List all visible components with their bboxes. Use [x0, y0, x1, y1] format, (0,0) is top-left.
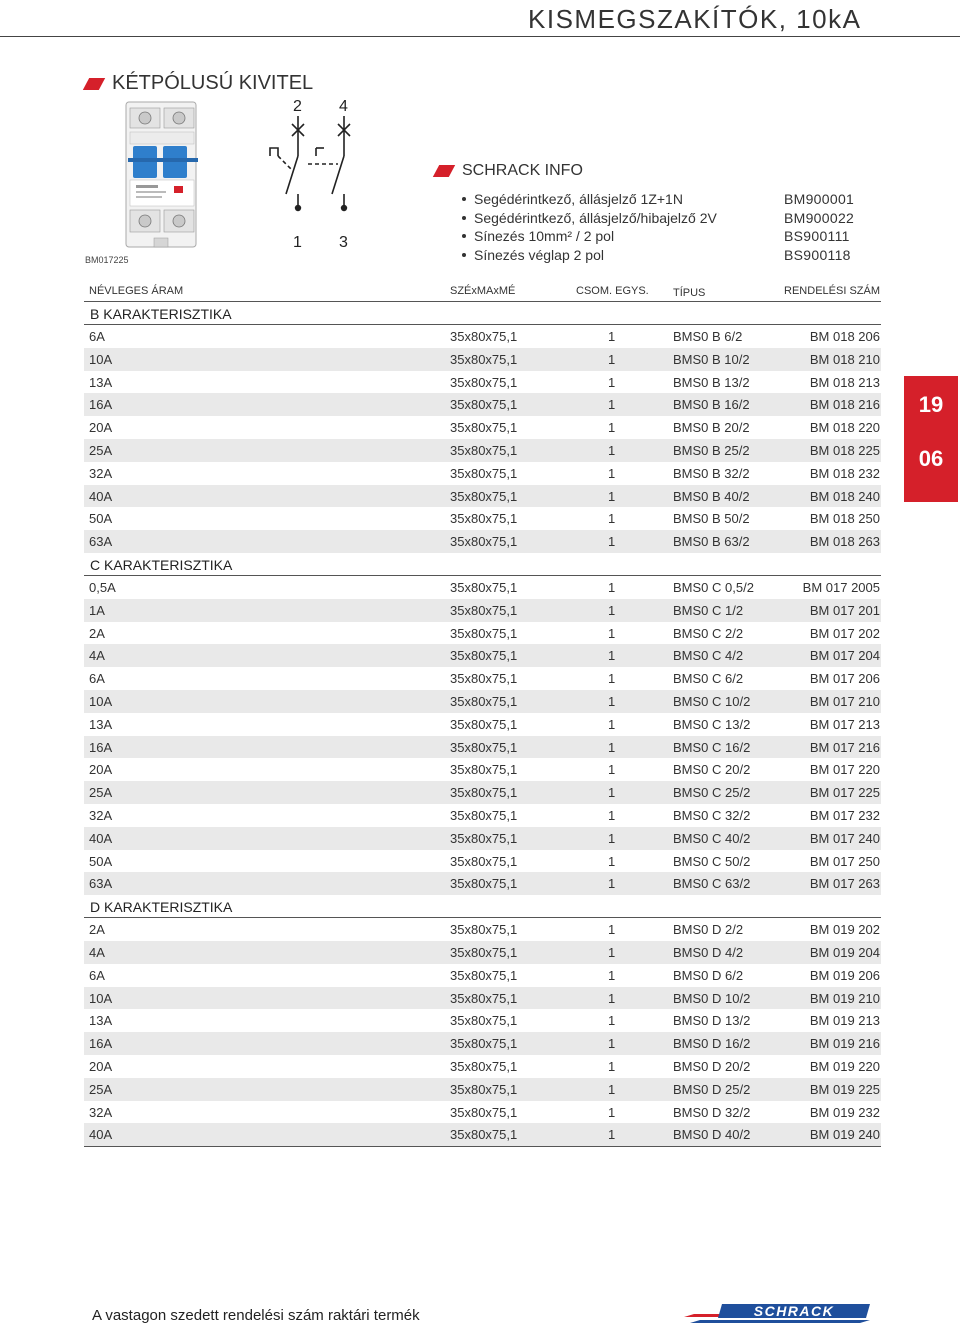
- info-item: Segédérintkező, állásjelző 1Z+1N BM900001: [462, 190, 882, 209]
- cell-current: 2A: [89, 922, 105, 938]
- chapter-tab: [904, 376, 958, 502]
- cell-order-no: BM 019 240: [809, 1127, 880, 1143]
- cell-type: BMS0 B 10/2: [673, 351, 750, 367]
- cell-quantity: 1: [608, 511, 616, 527]
- cell-current: 2A: [89, 625, 105, 641]
- cell-type: BMS0 C 6/2: [673, 671, 744, 687]
- cell-order-no: BM 017 202: [809, 625, 880, 641]
- cell-dimensions: 35x80x75,1: [450, 693, 518, 709]
- switch-symbol-icon: [258, 96, 368, 256]
- cell-current: 6A: [89, 967, 105, 983]
- terminal-label: 3: [339, 234, 348, 251]
- section-title: C KARAKTERISZTIKA: [90, 556, 233, 573]
- cell-quantity: 1: [608, 990, 616, 1006]
- section-title-row: [84, 302, 881, 325]
- cell-current: 32A: [89, 465, 113, 481]
- cell-quantity: 1: [608, 1058, 616, 1074]
- cell-type: BMS0 C 25/2: [673, 785, 751, 801]
- cell-order-no: BM 018 206: [809, 329, 880, 344]
- cell-current: 63A: [89, 534, 113, 550]
- cell-quantity: 1: [608, 967, 616, 983]
- table-row: [84, 439, 881, 462]
- table-row: [84, 348, 881, 371]
- cell-order-no: BM 018 225: [809, 442, 880, 458]
- cell-dimensions: 35x80x75,1: [450, 876, 518, 892]
- footnote: A vastagon szedett rendelési szám raktári termék: [92, 1307, 420, 1324]
- table-row: [84, 576, 881, 599]
- cell-type: BMS0 B 13/2: [673, 374, 750, 390]
- info-item: Sínezés véglap 2 pol BS900118: [462, 246, 882, 265]
- cell-current: 10A: [89, 351, 113, 367]
- cell-type: BMS0 C 16/2: [673, 739, 751, 755]
- cell-quantity: 1: [608, 602, 616, 618]
- cell-dimensions: 35x80x75,1: [450, 374, 518, 390]
- cell-quantity: 1: [608, 830, 616, 846]
- cell-dimensions: 35x80x75,1: [450, 1081, 518, 1097]
- cell-order-no: BM 019 220: [809, 1058, 880, 1074]
- cell-type: BMS0 C 32/2: [673, 807, 751, 823]
- cell-quantity: 1: [608, 534, 616, 550]
- info-item-number: BS900118: [784, 246, 851, 263]
- cell-current: 13A: [89, 716, 113, 732]
- cell-type: BMS0 D 13/2: [673, 1013, 751, 1029]
- table-row: [84, 325, 881, 348]
- logo-wordmark: SCHRACK: [753, 1303, 835, 1319]
- cell-current: 0,5A: [89, 579, 116, 595]
- table-row: [84, 736, 881, 759]
- cell-current: 40A: [89, 830, 113, 846]
- cell-order-no: BM 019 202: [809, 922, 880, 938]
- schrack-info-heading-text: SCHRACK INFO: [462, 162, 583, 179]
- cell-dimensions: 35x80x75,1: [450, 762, 518, 778]
- cell-current: 10A: [89, 693, 113, 709]
- column-header-current: NÉVLEGES ÁRAM: [89, 285, 184, 297]
- cell-current: 40A: [89, 488, 113, 504]
- cell-dimensions: 35x80x75,1: [450, 397, 518, 413]
- cell-current: 25A: [89, 442, 113, 458]
- cell-type: BMS0 D 4/2: [673, 944, 744, 960]
- table-row: [84, 1055, 881, 1078]
- cell-type: BMS0 B 20/2: [673, 420, 750, 436]
- cell-order-no: BM 017 216: [809, 739, 880, 755]
- cell-current: 4A: [89, 648, 105, 664]
- cell-dimensions: 35x80x75,1: [450, 967, 518, 983]
- cell-order-no: BM 019 213: [809, 1013, 880, 1029]
- cell-order-no: BM 017 213: [809, 716, 880, 732]
- cell-current: 13A: [89, 1013, 113, 1029]
- table-row: [84, 918, 881, 941]
- cell-order-no: BM 019 216: [809, 1036, 880, 1052]
- chapter-number: 19: [918, 392, 944, 417]
- table-row: [84, 850, 881, 873]
- cell-dimensions: 35x80x75,1: [450, 1013, 518, 1029]
- cell-current: 10A: [89, 990, 113, 1006]
- cell-type: BMS0 D 32/2: [673, 1104, 751, 1120]
- table-bottom-rule: [84, 1146, 881, 1147]
- terminal-label: 4: [339, 98, 348, 115]
- table-row: [84, 690, 881, 713]
- cell-type: BMS0 C 13/2: [673, 716, 751, 732]
- terminal-label: 2: [293, 98, 302, 115]
- cell-order-no: BM 017 2005: [802, 579, 880, 595]
- table-row: [84, 530, 881, 553]
- cell-quantity: 1: [608, 488, 616, 504]
- table-row: [84, 1123, 881, 1146]
- cell-dimensions: 35x80x75,1: [450, 488, 518, 504]
- cell-current: 20A: [89, 1058, 113, 1074]
- table-row: [84, 507, 881, 530]
- table-row: [84, 964, 881, 987]
- cell-dimensions: 35x80x75,1: [450, 1058, 518, 1074]
- cell-quantity: 1: [608, 625, 616, 641]
- table-row: [84, 758, 881, 781]
- cell-type: BMS0 C 40/2: [673, 830, 751, 846]
- cell-quantity: 1: [608, 762, 616, 778]
- cell-order-no: BM 018 250: [809, 511, 880, 527]
- cell-quantity: 1: [608, 739, 616, 755]
- cell-order-no: BM 017 210: [809, 693, 880, 709]
- cell-current: 20A: [89, 420, 113, 436]
- cell-quantity: 1: [608, 397, 616, 413]
- cell-dimensions: 35x80x75,1: [450, 442, 518, 458]
- product-table: [84, 281, 881, 1147]
- terminal-label: 1: [293, 234, 302, 251]
- cell-dimensions: 35x80x75,1: [450, 807, 518, 823]
- cell-current: 32A: [89, 807, 113, 823]
- page-number: 06: [918, 446, 944, 471]
- column-header-type: TÍPUS: [673, 287, 706, 299]
- info-item: Segédérintkező, állásjelző/hibajelző 2V BM900022: [462, 209, 882, 228]
- cell-type: BMS0 C 4/2: [673, 648, 744, 664]
- cell-dimensions: 35x80x75,1: [450, 1127, 518, 1143]
- schrack-logo: [684, 1302, 874, 1324]
- cell-current: 63A: [89, 876, 113, 892]
- cell-dimensions: 35x80x75,1: [450, 922, 518, 938]
- cell-dimensions: 35x80x75,1: [450, 853, 518, 869]
- table-row: [84, 1032, 881, 1055]
- cell-order-no: BM 018 216: [809, 397, 880, 413]
- cell-dimensions: 35x80x75,1: [450, 465, 518, 481]
- cell-quantity: 1: [608, 807, 616, 823]
- cell-quantity: 1: [608, 1127, 616, 1143]
- cell-current: 16A: [89, 1036, 113, 1052]
- section-title-row: [84, 895, 881, 918]
- schrack-info-heading: [436, 162, 583, 180]
- section-title: B KARAKTERISZTIKA: [90, 306, 232, 322]
- info-item-number: BM900001: [784, 191, 855, 207]
- cell-quantity: 1: [608, 693, 616, 709]
- section-title-row: [84, 553, 881, 576]
- cell-current: 32A: [89, 1104, 113, 1120]
- cell-type: BMS0 D 2/2: [673, 922, 744, 938]
- table-row: [84, 1078, 881, 1101]
- column-header-quantity: CSOM. EGYS.: [576, 285, 649, 297]
- cell-dimensions: 35x80x75,1: [450, 625, 518, 641]
- cell-order-no: BM 019 206: [809, 967, 880, 983]
- table-body: [84, 302, 881, 1146]
- table-row: [84, 804, 881, 827]
- info-item: Sínezés 10mm² / 2 pol BS900111: [462, 227, 882, 246]
- table-row: [84, 462, 881, 485]
- schrack-info-list: [462, 190, 882, 264]
- red-bullet-icon: [83, 78, 105, 90]
- title-rule: [0, 36, 960, 37]
- cell-dimensions: 35x80x75,1: [450, 944, 518, 960]
- cell-dimensions: 35x80x75,1: [450, 648, 518, 664]
- section-title: D KARAKTERISZTIKA: [90, 899, 233, 916]
- cell-current: 13A: [89, 374, 113, 390]
- cell-order-no: BM 018 210: [809, 351, 880, 367]
- cell-type: BMS0 D 25/2: [673, 1081, 751, 1097]
- cell-type: BMS0 C 63/2: [673, 876, 751, 892]
- cell-quantity: 1: [608, 716, 616, 732]
- product-code: BM017225: [85, 255, 129, 265]
- cell-order-no: BM 017 206: [809, 671, 880, 687]
- cell-type: BMS0 C 1/2: [673, 602, 744, 618]
- cell-quantity: 1: [608, 374, 616, 390]
- table-row: [84, 987, 881, 1010]
- cell-quantity: 1: [608, 671, 616, 687]
- cell-current: 25A: [89, 785, 113, 801]
- table-row: [84, 1101, 881, 1124]
- section-heading: [86, 72, 313, 95]
- table-row: [84, 941, 881, 964]
- table-row: [84, 622, 881, 645]
- info-item-number: BS900111: [784, 228, 850, 244]
- cell-dimensions: 35x80x75,1: [450, 420, 518, 436]
- cell-order-no: BM 018 240: [809, 488, 880, 504]
- cell-dimensions: 35x80x75,1: [450, 785, 518, 801]
- cell-dimensions: 35x80x75,1: [450, 534, 518, 550]
- table-row: [84, 485, 881, 508]
- cell-current: 4A: [89, 944, 105, 960]
- cell-type: BMS0 C 50/2: [673, 853, 751, 869]
- table-row: [84, 827, 881, 850]
- cell-quantity: 1: [608, 579, 616, 595]
- cell-type: BMS0 B 32/2: [673, 465, 750, 481]
- cell-dimensions: 35x80x75,1: [450, 716, 518, 732]
- cell-order-no: BM 018 220: [809, 420, 880, 436]
- info-item-number: BM900022: [784, 209, 855, 226]
- cell-order-no: BM 019 210: [809, 990, 880, 1006]
- cell-order-no: BM 018 263: [809, 534, 880, 550]
- cell-dimensions: 35x80x75,1: [450, 671, 518, 687]
- cell-quantity: 1: [608, 785, 616, 801]
- cell-order-no: BM 019 225: [809, 1081, 880, 1097]
- table-row: [84, 1009, 881, 1032]
- cell-dimensions: 35x80x75,1: [450, 602, 518, 618]
- cell-current: 16A: [89, 397, 113, 413]
- cell-dimensions: 35x80x75,1: [450, 329, 518, 344]
- column-header-dimensions: SZÉxMAxMÉ: [450, 285, 516, 297]
- table-header: [84, 281, 881, 302]
- cell-quantity: 1: [608, 329, 616, 344]
- cell-type: BMS0 D 40/2: [673, 1127, 751, 1143]
- table-row: [84, 599, 881, 622]
- cell-current: 25A: [89, 1081, 113, 1097]
- cell-type: BMS0 C 2/2: [673, 625, 744, 641]
- cell-order-no: BM 017 232: [809, 807, 880, 823]
- red-bullet-icon: [433, 165, 455, 177]
- cell-order-no: BM 017 201: [809, 602, 880, 618]
- cell-order-no: BM 018 213: [809, 374, 880, 390]
- table-row: [84, 872, 881, 895]
- cell-current: 20A: [89, 762, 113, 778]
- table-row: [84, 644, 881, 667]
- cell-quantity: 1: [608, 465, 616, 481]
- cell-dimensions: 35x80x75,1: [450, 351, 518, 367]
- cell-current: 1A: [89, 602, 105, 618]
- cell-order-no: BM 017 263: [809, 876, 880, 892]
- cell-order-no: BM 019 232: [809, 1104, 880, 1120]
- cell-order-no: BM 019 204: [809, 944, 880, 960]
- cell-current: 40A: [89, 1127, 113, 1143]
- table-row: [84, 393, 881, 416]
- cell-type: BMS0 D 20/2: [673, 1058, 751, 1074]
- cell-quantity: 1: [608, 1013, 616, 1029]
- cell-order-no: BM 017 240: [809, 830, 880, 846]
- cell-quantity: 1: [608, 922, 616, 938]
- cell-type: BMS0 B 6/2: [673, 329, 743, 344]
- cell-order-no: BM 017 204: [809, 648, 880, 664]
- cell-dimensions: 35x80x75,1: [450, 511, 518, 527]
- cell-quantity: 1: [608, 876, 616, 892]
- cell-quantity: 1: [608, 1104, 616, 1120]
- circuit-diagram: [258, 96, 368, 256]
- cell-quantity: 1: [608, 442, 616, 458]
- cell-dimensions: 35x80x75,1: [450, 739, 518, 755]
- cell-quantity: 1: [608, 1036, 616, 1052]
- cell-type: BMS0 B 50/2: [673, 511, 750, 527]
- cell-quantity: 1: [608, 648, 616, 664]
- cell-quantity: 1: [608, 944, 616, 960]
- cell-dimensions: 35x80x75,1: [450, 990, 518, 1006]
- cell-current: 50A: [89, 853, 113, 869]
- section-heading-text: KÉTPÓLUSÚ KIVITEL: [112, 72, 314, 94]
- table-row: [84, 713, 881, 736]
- cell-type: BMS0 B 16/2: [673, 397, 750, 413]
- cell-quantity: 1: [608, 351, 616, 367]
- cell-current: 6A: [89, 671, 105, 687]
- table-row: [84, 667, 881, 690]
- cell-current: 50A: [89, 511, 113, 527]
- cell-order-no: BM 017 250: [809, 853, 880, 869]
- cell-type: BMS0 D 16/2: [673, 1036, 751, 1052]
- cell-type: BMS0 D 10/2: [673, 990, 751, 1006]
- cell-type: BMS0 C 10/2: [673, 693, 751, 709]
- cell-type: BMS0 C 20/2: [673, 762, 751, 778]
- cell-order-no: BM 017 220: [809, 762, 880, 778]
- cell-dimensions: 35x80x75,1: [450, 579, 518, 595]
- cell-current: 6A: [89, 329, 105, 344]
- cell-order-no: BM 017 225: [809, 785, 880, 801]
- column-header-order-no: RENDELÉSI SZÁM: [784, 285, 880, 297]
- cell-quantity: 1: [608, 420, 616, 436]
- cell-type: BMS0 D 6/2: [673, 967, 744, 983]
- cell-type: BMS0 B 63/2: [673, 534, 750, 550]
- cell-type: BMS0 B 40/2: [673, 488, 750, 504]
- cell-dimensions: 35x80x75,1: [450, 1036, 518, 1052]
- page-title: KISMEGSZAKÍTÓK, 10kA: [528, 4, 862, 34]
- cell-type: BMS0 C 0,5/2: [673, 579, 754, 595]
- cell-type: BMS0 B 25/2: [673, 442, 750, 458]
- cell-dimensions: 35x80x75,1: [450, 830, 518, 846]
- circuit-breaker-photo: [116, 100, 212, 254]
- table-row: [84, 371, 881, 394]
- cell-dimensions: 35x80x75,1: [450, 1104, 518, 1120]
- cell-quantity: 1: [608, 1081, 616, 1097]
- cell-current: 16A: [89, 739, 113, 755]
- cell-order-no: BM 018 232: [809, 465, 880, 481]
- cell-quantity: 1: [608, 853, 616, 869]
- table-row: [84, 781, 881, 804]
- table-row: [84, 416, 881, 439]
